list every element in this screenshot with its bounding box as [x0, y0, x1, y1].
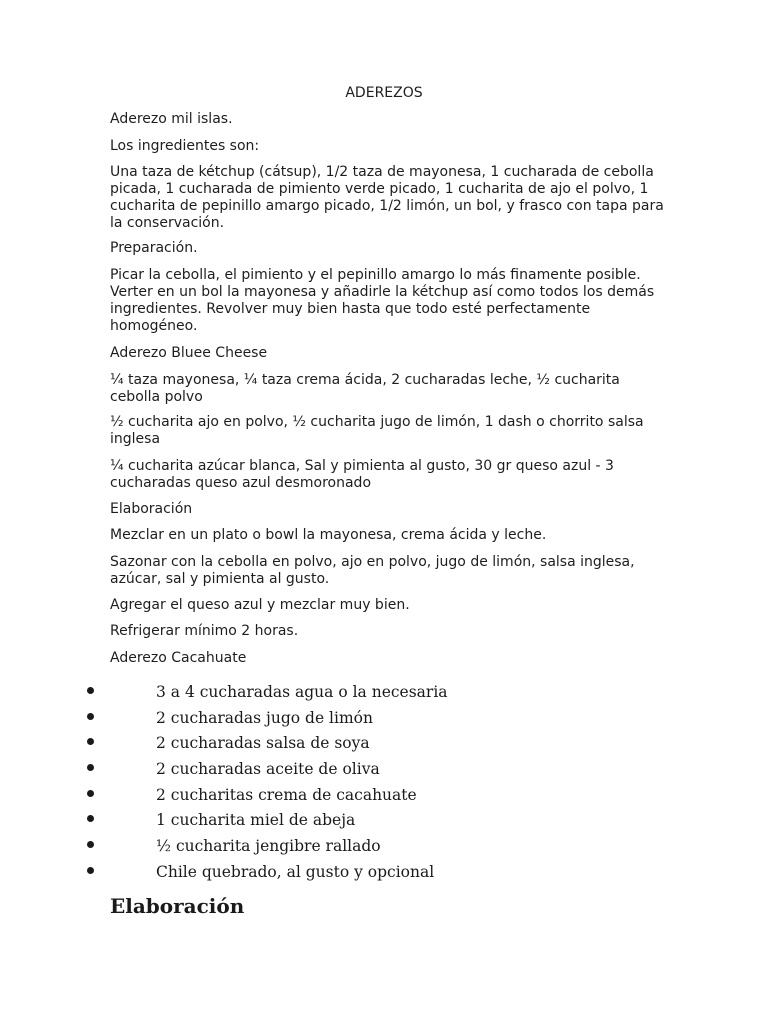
bullet-icon	[87, 713, 94, 720]
bullet-icon	[87, 815, 94, 822]
list-item-text: 2 cucharadas jugo de limón	[156, 708, 373, 727]
blue-cheese-step-2: Sazonar con la cebolla en polvo, ajo en polvo, jugo de limón, salsa inglesa, azúcar, sal y pimienta al gusto.	[110, 554, 635, 587]
list-item-text: ½ cucharita jengibre rallado	[156, 837, 381, 856]
blue-cheese-step-1: Mezclar en un plato o bowl la mayonesa, crema ácida y leche.	[110, 527, 547, 543]
list-item	[0, 861, 768, 887]
page-title: ADEREZOS	[345, 85, 423, 101]
ingredients-intro: Los ingredientes son:	[110, 138, 260, 154]
bullet-icon	[87, 867, 94, 874]
list-item-text: 2 cucharadas aceite de oliva	[156, 760, 380, 779]
preparation-heading: Preparación.	[110, 240, 198, 256]
blue-cheese-step-3: Agregar el queso azul y mezclar muy bien.	[110, 597, 410, 613]
bullet-icon	[87, 841, 94, 848]
blue-cheese-ingredients-1: ¼ taza mayonesa, ¼ taza crema ácida, 2 cucharadas leche, ½ cucharita cebolla polvo	[110, 372, 620, 405]
list-item	[0, 835, 768, 861]
list-item-text: 2 cucharitas crema de cacahuate	[156, 785, 417, 804]
list-item	[0, 681, 768, 707]
list-item-text: 1 cucharita miel de abeja	[156, 811, 356, 830]
list-item	[0, 758, 768, 784]
bullet-icon	[87, 790, 94, 797]
blue-cheese-ingredients-3: ¼ cucharita azúcar blanca, Sal y pimienta al gusto, 30 gr queso azul - 3 cucharadas queso azul desmoronado	[110, 458, 614, 491]
mil-islas-ingredients: Una taza de kétchup (cátsup), 1/2 taza de mayonesa, 1 cucharada de cebolla picada, 1 cucharada de pimiento verde picado, 1 cucharita de ajo el polvo, 1 cucharita de pepinillo amargo picado, 1/2 limón, un bol, y frasco con tapa para la conservación.	[110, 164, 664, 231]
bullet-icon	[87, 687, 94, 694]
mil-islas-preparation: Picar la cebolla, el pimiento y el pepinillo amargo lo más finamente posible. Verter en un bol la mayonesa y añadirle la kétchup así como todos los demás ingredientes. Revolver muy bien hasta que todo esté perfectamente homogéneo.	[110, 267, 655, 334]
list-item	[0, 732, 768, 758]
recipe-heading-blue-cheese: Aderezo Bluee Cheese	[110, 345, 268, 361]
cacahuate-ingredient-list	[0, 681, 768, 887]
blue-cheese-step-4: Refrigerar mínimo 2 horas.	[110, 623, 299, 639]
bullet-icon	[87, 764, 94, 771]
list-item	[0, 809, 768, 835]
recipe-heading-mil-islas: Aderezo mil islas.	[110, 111, 233, 127]
final-elaboration-heading: Elaboración	[110, 894, 245, 918]
bullet-icon	[87, 738, 94, 745]
recipe-heading-cacahuate: Aderezo Cacahuate	[110, 650, 247, 666]
blue-cheese-ingredients-2: ½ cucharita ajo en polvo, ½ cucharita jugo de limón, 1 dash o chorrito salsa inglesa	[110, 414, 644, 447]
list-item-text: 2 cucharadas salsa de soya	[156, 734, 370, 753]
list-item	[0, 707, 768, 733]
elaboration-heading: Elaboración	[110, 501, 193, 517]
list-item-text: 3 a 4 cucharadas agua o la necesaria	[156, 683, 448, 701]
list-item	[0, 784, 768, 810]
list-item-text: Chile quebrado, al gusto y opcional	[156, 862, 435, 881]
